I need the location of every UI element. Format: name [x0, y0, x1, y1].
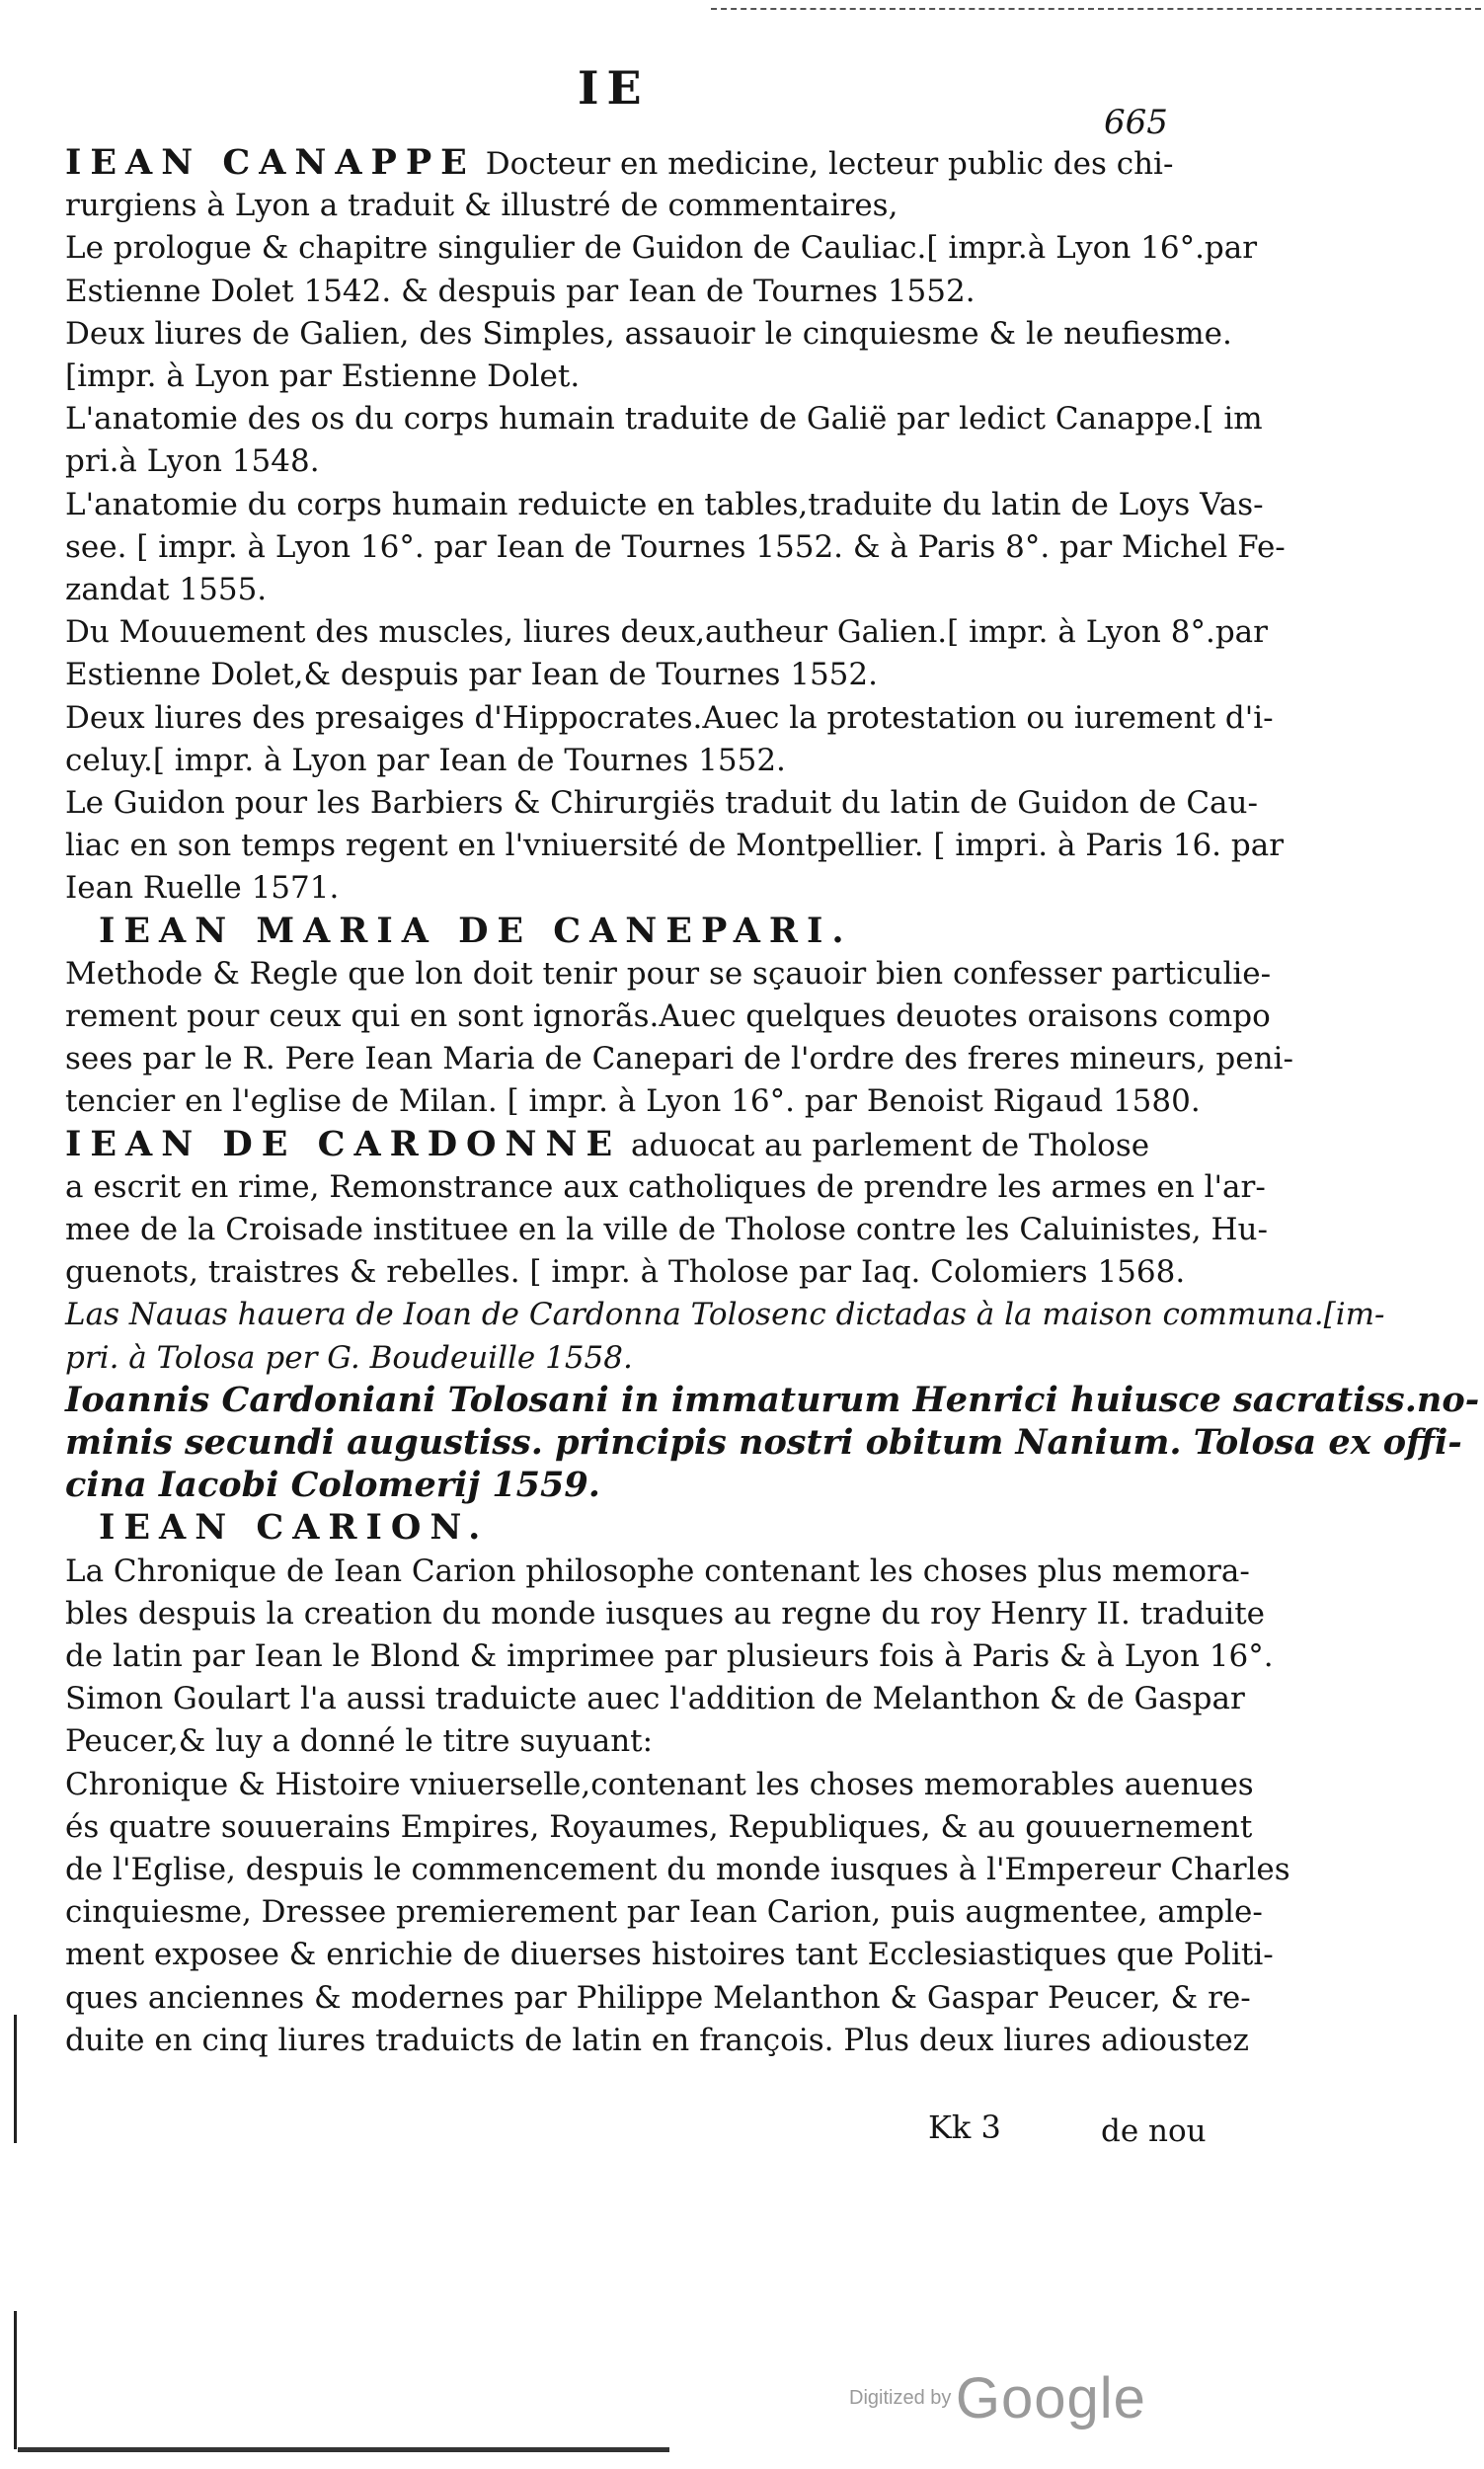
text-line — [65, 741, 1171, 780]
line-text: Du Mouuement des muscles, liures deux,autheur Galien.[ impr. à Lyon 8°.par — [65, 614, 1268, 651]
line-text: Deux liures des presaiges d'Hippocrates.Auec la protestation ou iurement d'i- — [65, 699, 1274, 736]
line-text: Las Nauas hauera de Ioan de Cardonna Tolosenc dictadas à la maison communa.[im- — [65, 1297, 1385, 1333]
text-line — [65, 1679, 1245, 1718]
text-line — [65, 1081, 1201, 1121]
text-line — [65, 1379, 1480, 1420]
running-head: IE — [578, 61, 650, 115]
text-line — [65, 142, 1174, 184]
text-line — [65, 527, 1286, 567]
text-line — [65, 996, 1271, 1036]
text-line — [65, 1935, 1274, 1974]
digitized-watermark — [849, 2365, 1146, 2431]
line-text: Le Guidon pour les Barbiers & Chirurgiës traduit du latin de Guidon de Cau- — [65, 785, 1258, 821]
margin-binding-line-lower — [14, 2311, 17, 2449]
line-text: Iean Ruelle 1571. — [65, 870, 340, 907]
text-line — [65, 1807, 1253, 1847]
line-text: zandat 1555. — [65, 572, 268, 607]
line-text: ment exposee & enrichie de diuerses histoires tant Ecclesiastiques que Politi- — [65, 1937, 1274, 1973]
line-text: cina Iacobi Colomerij 1559. — [65, 1465, 600, 1506]
line-text: minis secundi augustiss. principis nostri obitum Nanium. Tolosa ex offi- — [65, 1422, 1462, 1463]
line-text: sees par le R. Pere Iean Maria de Canepari de l'ordre des freres mineurs, peni- — [65, 1041, 1293, 1077]
line-text: bles despuis la creation du monde iusques au regne du roy Henry II. traduite — [65, 1595, 1266, 1632]
line-text: Chronique & Histoire vniuerselle,contenant les choses memorables auenues — [65, 1766, 1254, 1802]
text-line — [65, 228, 1258, 268]
author-name: IEAN CANAPPE — [65, 142, 476, 183]
line-text: de l'Eglise, despuis le commencement du monde iusques à l'Empereur Charles — [65, 1852, 1290, 1887]
text-line — [65, 272, 1171, 311]
text-line — [65, 441, 1171, 481]
text-line — [65, 1721, 1171, 1761]
text-line — [65, 1039, 1293, 1078]
line-text: IEAN MARIA DE CANEPARI. — [99, 910, 853, 951]
line-text: a escrit en rime, Remonstrance aux catholiques de prendre les armes en l'ar- — [65, 1168, 1266, 1205]
watermark-prefix: Digitized by — [849, 2387, 952, 2409]
page-bottom-edge — [18, 2447, 669, 2452]
text-line — [65, 399, 1263, 438]
line-text: Peucer,& luy a donné le titre suyuant: — [65, 1723, 654, 1760]
line-text: guenots, traistres & rebelles. [ impr. à Tholose par Iaq. Colomiers 1568. — [65, 1254, 1186, 1291]
line-text: rement pour ceux qui en sont ignorãs.Auec quelques deuotes oraisons compo — [65, 998, 1271, 1034]
line-text: ques anciennes & modernes par Philippe Melanthon & Gaspar Peucer, & re- — [65, 1979, 1251, 2016]
line-text: L'anatomie du corps humain reduicte en tables,traduite du latin de Loys Vas- — [65, 486, 1264, 522]
line-text: [impr. à Lyon par Estienne Dolet. — [65, 358, 581, 394]
line-text: de latin par Iean le Blond & imprimee par plusieurs fois à Paris & à Lyon 16°. — [65, 1638, 1274, 1674]
text-line — [65, 314, 1232, 354]
text-line — [65, 1892, 1263, 1932]
line-text: see. [ impr. à Lyon 16°. par Iean de Tournes 1552. & à Paris 8°. par Michel Fe- — [65, 528, 1286, 565]
line-text: rurgiens à Lyon a traduit & illustré de commentaires, — [65, 188, 898, 224]
line-text: IEAN CARION. — [99, 1507, 490, 1549]
text-line — [65, 570, 1171, 609]
text-line — [65, 612, 1268, 652]
line-text: pri. à Tolosa per G. Boudeuille 1558. — [65, 1339, 633, 1376]
text-line — [65, 357, 1171, 396]
line-text: celuy.[ impr. à Lyon par Iean de Tournes 1552. — [65, 742, 786, 778]
text-line — [65, 1295, 1385, 1334]
text-line — [65, 1636, 1274, 1676]
text-line — [65, 868, 1171, 908]
top-edge-rule — [711, 8, 1481, 13]
line-text: tencier en l'eglise de Milan. [ impr. à Lyon 16°. par Benoist Rigaud 1580. — [65, 1083, 1201, 1120]
text-line — [65, 1252, 1186, 1292]
text-line — [65, 1210, 1268, 1249]
line-text: Methode & Regle que lon doit tenir pour se sçauoir bien confesser particulie- — [65, 955, 1272, 992]
author-name: IEAN DE CARDONNE — [65, 1123, 622, 1164]
text-line — [65, 1978, 1251, 2018]
text-line — [65, 1552, 1250, 1591]
text-line — [65, 1338, 1171, 1378]
text-line — [65, 1765, 1254, 1804]
line-text: Estienne Dolet,& despuis par Iean de Tournes 1552. — [65, 657, 878, 693]
text-line — [65, 698, 1274, 738]
text-line — [65, 1125, 1171, 1165]
line-text: Le prologue & chapitre singulier de Guidon de Cauliac.[ impr.à Lyon 16°.par — [65, 230, 1258, 267]
line-text: Deux liures de Galien, des Simples, assauoir le cinquiesme & le neufiesme. — [65, 315, 1232, 352]
text-line — [65, 1167, 1266, 1207]
text-line — [65, 954, 1272, 994]
signature-mark: Kk 3 — [928, 2109, 1001, 2146]
author-heading — [99, 912, 1205, 951]
text-line — [65, 1466, 1171, 1505]
watermark-brand: Google — [955, 2366, 1146, 2430]
text-line — [65, 1422, 1462, 1463]
line-text: Ioannis Cardoniani Tolosani in immaturum Henrici huiusce sacratiss.no- — [65, 1379, 1480, 1420]
page-number: 665 — [1104, 103, 1168, 142]
line-text: cinquiesme, Dressee premierement par Iean Carion, puis augmentee, ample- — [65, 1894, 1263, 1931]
text-line — [65, 2021, 1249, 2060]
text-line — [65, 826, 1285, 865]
line-text: és quatre souuerains Empires, Royaumes, Republiques, & au gouuernement — [65, 1808, 1253, 1845]
line-text: Docteur en medicine, lecteur public des chi- — [475, 146, 1174, 182]
line-text: pri.à Lyon 1548. — [65, 443, 320, 480]
line-text: L'anatomie des os du corps humain traduite de Galië par ledict Canappe.[ im — [65, 401, 1263, 438]
catchword: de nou — [1101, 2113, 1207, 2149]
text-line — [65, 783, 1258, 823]
line-text: duite en cinq liures traduicts de latin en françois. Plus deux liures adioustez — [65, 2022, 1249, 2058]
text-line — [65, 485, 1264, 524]
text-line — [65, 186, 1171, 225]
text-line — [65, 1594, 1266, 1633]
line-text: Simon Goulart l'a aussi traduicte auec l'addition de Melanthon & de Gaspar — [65, 1681, 1245, 1717]
line-text: liac en son temps regent en l'vniuersité de Montpellier. [ impri. à Paris 16. par — [65, 828, 1285, 864]
author-heading — [99, 1508, 1205, 1548]
line-text: aduocat au parlement de Tholose — [621, 1127, 1150, 1163]
text-line — [65, 655, 1171, 694]
line-text: La Chronique de Iean Carion philosophe contenant les choses plus memora- — [65, 1553, 1250, 1589]
margin-binding-line — [14, 2015, 17, 2143]
line-text: Estienne Dolet 1542. & despuis par Iean de Tournes 1552. — [65, 273, 976, 309]
text-line — [65, 1850, 1290, 1889]
line-text: mee de la Croisade instituee en la ville de Tholose contre les Caluinistes, Hu- — [65, 1212, 1268, 1247]
